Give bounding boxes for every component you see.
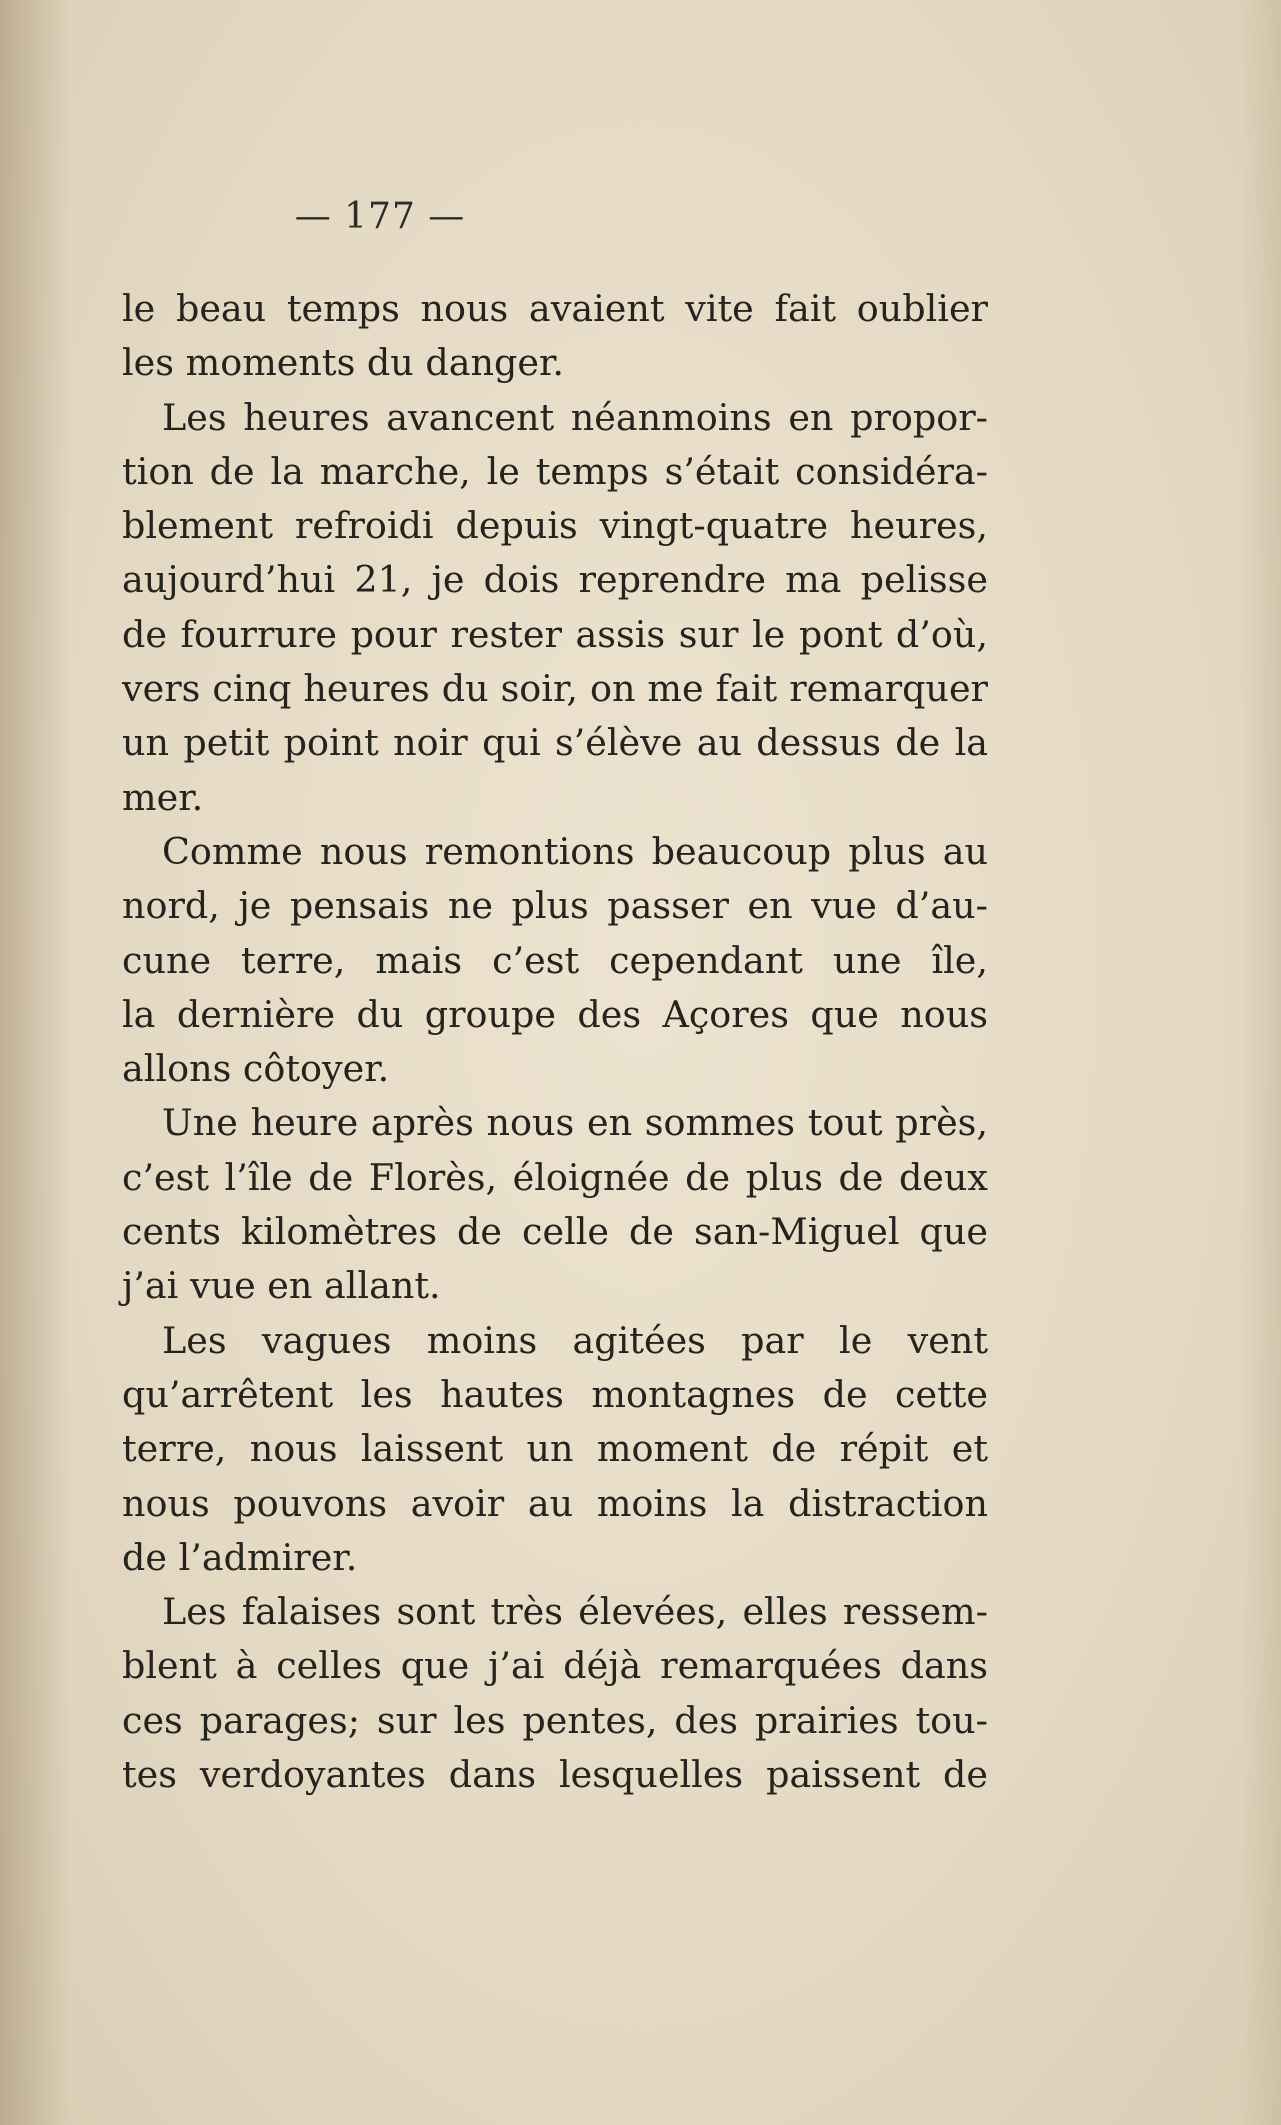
text-line: cents kilomètres de celle de san-Miguel que	[122, 1210, 988, 1254]
page-number: — 177 —	[294, 196, 466, 237]
text-line: Les falaises sont très élevées, elles ressem-	[162, 1590, 988, 1634]
body-text	[122, 282, 988, 1802]
text-line: Les vagues moins agitées par le vent	[162, 1318, 988, 1362]
text-line: mer.	[122, 775, 204, 819]
text-line: tes verdoyantes dans lesquelles paissent de	[122, 1753, 988, 1797]
text-line: terre, nous laissent un moment de répit et	[122, 1427, 988, 1471]
text-line: les moments du danger.	[122, 341, 565, 385]
text-line: Une heure après nous en sommes tout près,	[162, 1101, 988, 1145]
text-line: nord, je pensais ne plus passer en vue d’au-	[122, 884, 988, 928]
text-line: tion de la marche, le temps s’était considéra-	[122, 449, 988, 493]
text-line: le beau temps nous avaient vite fait oublier	[122, 287, 988, 330]
text-line: ces parages; sur les pentes, des prairies tou-	[122, 1698, 988, 1742]
text-line: de fourrure pour rester assis sur le pont d’où,	[122, 612, 988, 656]
text-line: c’est l’île de Florès, éloignée de plus de deux	[122, 1155, 988, 1199]
text-line: de l’admirer.	[122, 1535, 358, 1579]
text-line: j’ai vue en allant.	[122, 1264, 441, 1308]
text-line: vers cinq heures du soir, on me fait remarquer	[122, 667, 988, 711]
text-line: Les heures avancent néanmoins en propor-	[162, 395, 988, 439]
text-line: qu’arrêtent les hautes montagnes de cette	[122, 1372, 988, 1416]
text-line: blent à celles que j’ai déjà remarquées dans	[122, 1644, 988, 1688]
text-line: cune terre, mais c’est cependant une île,	[122, 938, 988, 982]
text-line: nous pouvons avoir au moins la distraction	[122, 1481, 988, 1525]
text-line: Comme nous remontions beaucoup plus au	[162, 829, 988, 873]
text-line: aujourd’hui 21, je dois reprendre ma pelisse	[122, 558, 988, 602]
text-line: un petit point noir qui s’élève au dessus de la	[122, 721, 988, 765]
text-line: allons côtoyer.	[122, 1047, 390, 1091]
text-line: blement refroidi depuis vingt-quatre heures,	[122, 504, 988, 548]
text-line: la dernière du groupe des Açores que nous	[122, 992, 988, 1036]
